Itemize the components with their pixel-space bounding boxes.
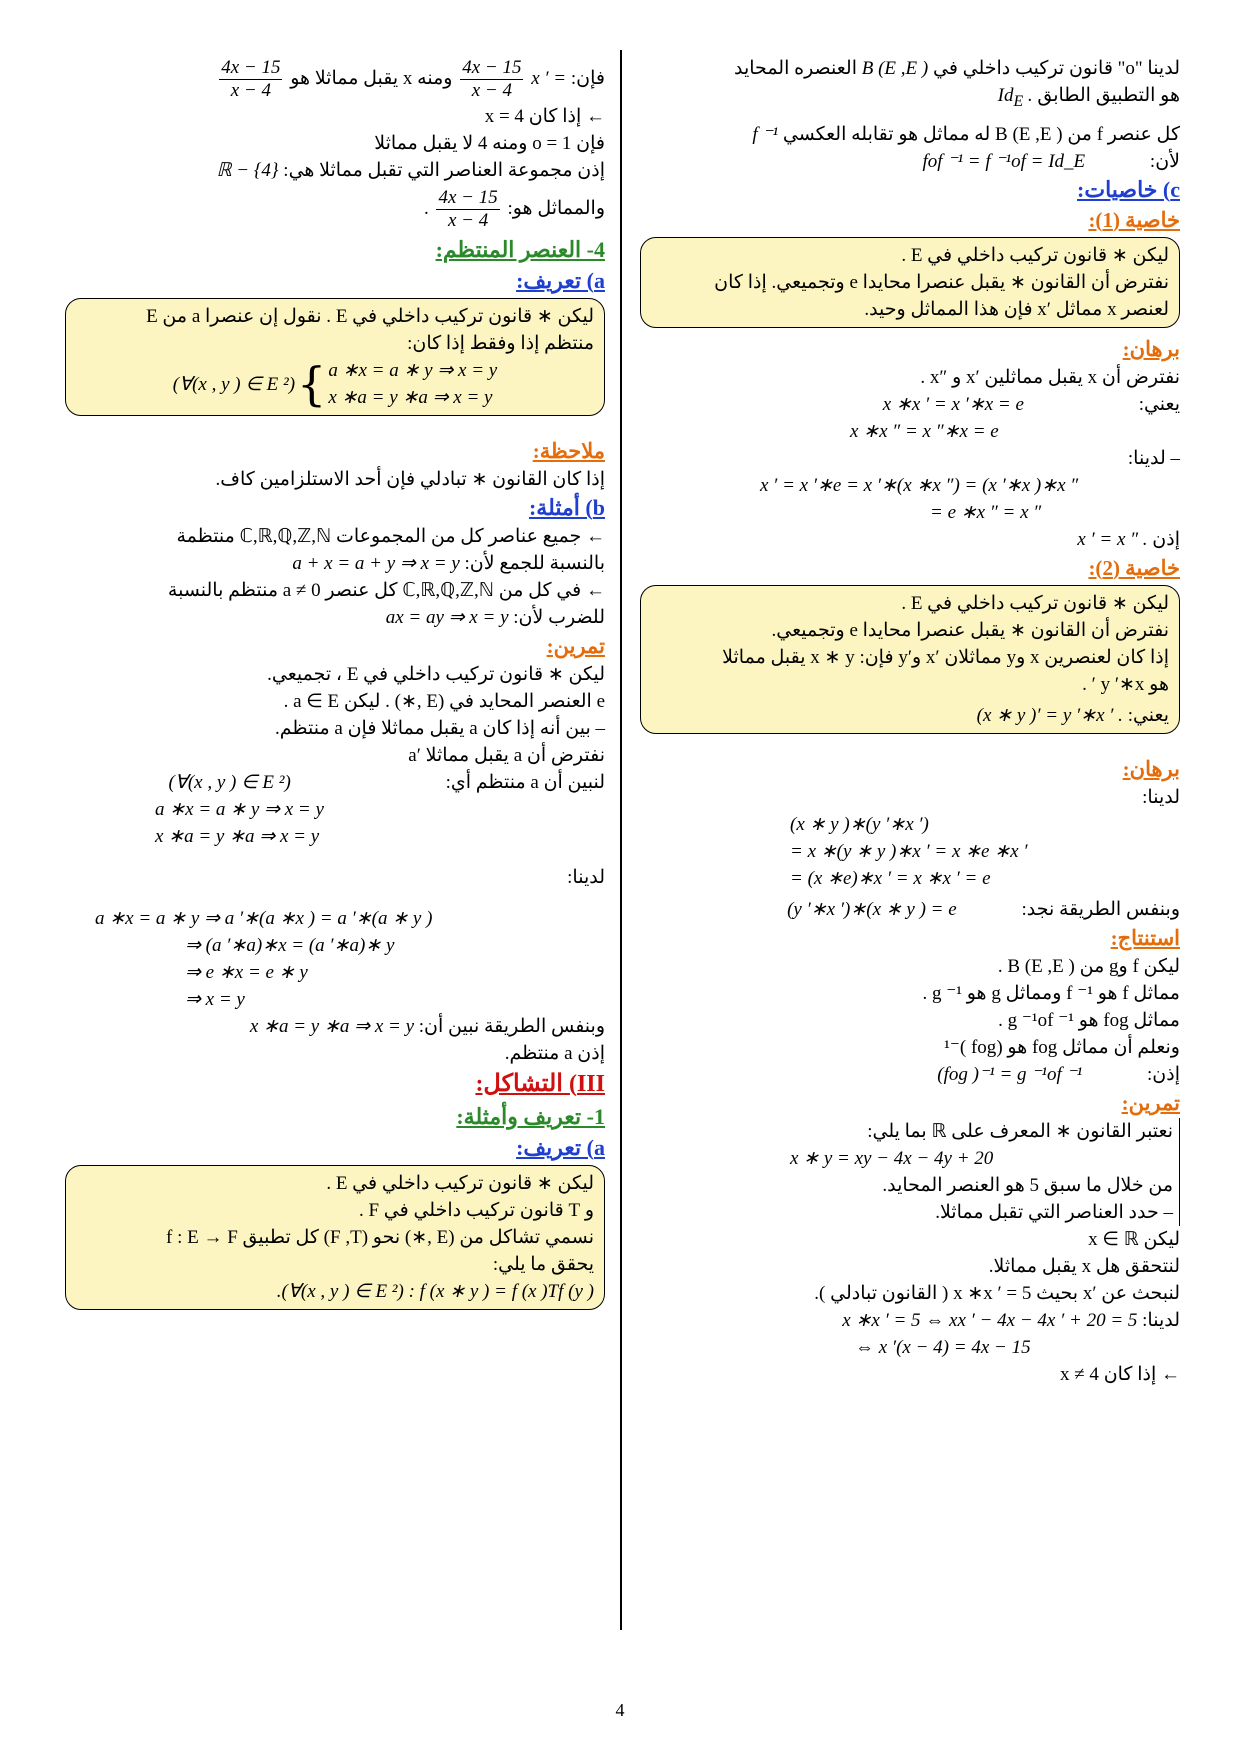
left-line-5: والمماثل هو: $\frac{4x - 15}{x - 4}$ . (423, 187, 605, 232)
section-iii-heading: III) التشاكل: (475, 1071, 605, 1097)
regular-element-definition-box (65, 298, 605, 416)
property-2-line: ليكن ∗ قانون تركيب داخلي في E . (901, 592, 1169, 614)
example-line: للضرب لأن: ax = ay ⇒ x = y (385, 607, 605, 628)
exercise-left-line: لدينا: (567, 867, 605, 888)
intro-line-2: هو التطبيق الطابق $Id_E$ . (997, 85, 1180, 110)
property-2-line: هو y ′∗x ′ . (1082, 673, 1169, 695)
exercise-line: لنتحقق هل x يقبل مماثلا. (988, 1255, 1180, 1277)
exercise-eq: ⇔ x ′(x − 4) = 4x − 15 (855, 1336, 1031, 1358)
left-line-1: فإن: x ′ = $\frac{4x - 15}{x - 4}$ ومنه x يقبل مماثلا هو $\frac{4x - 15}{x - 4}$ (221, 57, 605, 102)
property-2-heading: خاصية (2): (1088, 555, 1180, 580)
exercise-left-eq: a ∗x = a ∗ y ⇒ x = y (155, 799, 324, 820)
exercise-left-line: e العنصر المحايد في (E ,∗) . ليكن a ∈ E . (283, 691, 605, 712)
exercise-left-line: ليكن ∗ قانون تركيب داخلي في E ، تجميعي. (267, 664, 605, 685)
definition-line: ليكن ∗ قانون تركيب داخلي في E . نقول إن عنصرا a من E (146, 306, 594, 327)
exercise-left-eq: ⇒ x = y (185, 989, 245, 1010)
definition-formula: (∀(x , y ) ∈ E ²) { a ∗x = a ∗ y ⇒ x = y x ∗a = y ∗a ⇒ x = y (172, 357, 498, 411)
exercise-left-line: وبنفس الطريقة نبين أن: x ∗a = y ∗a ⇒ x = y (249, 1016, 605, 1037)
exercise-line: ليكن x ∈ ℝ (1088, 1228, 1180, 1250)
section-4-heading: 4- العنصر المنتظم: (435, 237, 605, 262)
examples-b-heading: b) أمثلة: (528, 495, 605, 520)
exercise-line: لدينا: x ∗x ′ = 5 ⇔ xx ′ − 4x − 4x ′ + 20 = 5 (842, 1309, 1180, 1331)
conclusion-line: مماثل fog هو g ⁻¹of ⁻¹ . (998, 1009, 1180, 1031)
intro-line-3: كل عنصر f من B (E ,E ) له مماثل هو تقابله العكسي f ⁻¹ (752, 123, 1180, 145)
homomorphism-formula: .(∀(x , y ) ∈ E ²) : f (x ∗ y ) = f (x )Tf (y ) (276, 1281, 594, 1302)
proof-2-eq-3: = (x ∗e)∗x ′ = x ∗x ′ = e (790, 867, 991, 889)
proof-1-ladayna: – لدينا: (1127, 447, 1180, 469)
note-text: إذا كان القانون ∗ تبادلي فإن أحد الاستلزامين كاف. (215, 469, 605, 490)
exercise-left-eq: ⇒ e ∗x = e ∗ y (185, 962, 308, 983)
exercise-law: x ∗ y = xy − 4x − 4y + 20 (790, 1147, 994, 1169)
homomorphism-definition-box (65, 1165, 605, 1310)
example-line: بالنسبة للجمع لأن: a + x = a + y ⇒ x = y (292, 553, 605, 574)
property-1-box (640, 237, 1180, 328)
exercise-line: من خلال ما سبق 5 هو العنصر المحايد. (882, 1174, 1173, 1196)
homomorphism-line: نسمي تشاكل من (E ,∗) نحو (F ,T) كل تطبيق f : E → F (166, 1227, 594, 1248)
proof-2-ladayna: لدينا: (1142, 786, 1180, 808)
section-1-heading: 1- تعريف وأمثلة: (456, 1104, 605, 1129)
proof-2-eq-2: = x ∗(y ∗ y )∗x ′ = x ∗e ∗x ′ (790, 840, 1028, 862)
exercise-left-line: إذن a منتظم. (504, 1043, 605, 1064)
property-2-line: نفترض أن القانون ∗ يقبل عنصرا محايدا e وتجميعي. (771, 619, 1169, 641)
example-line: ← في كل من ℂ,ℝ,ℚ,ℤ,ℕ كل عنصر a ≠ 0 منتظم بالنسبة (167, 580, 605, 601)
definition-line: منتظم إذا وفقط إذا كان: (407, 333, 594, 354)
conclusion-heading: استنتاج: (1110, 925, 1180, 950)
property-1-line: لعنصر x مماثل ′x فإن هذا المماثل وحيد. (864, 298, 1169, 320)
left-line-4: إذن مجموعة العناصر التي تقبل مماثلا هي: ℝ − {4} (216, 160, 605, 181)
property-1-line: ليكن ∗ قانون تركيب داخلي في E . (901, 244, 1169, 266)
exercise-line: ← إذا كان x ≠ 4 (1060, 1363, 1180, 1385)
exercise-statement (640, 1118, 1180, 1226)
definition-a-heading: a) تعريف: (516, 268, 605, 293)
left-column (65, 55, 605, 1316)
proof-1-eq-2: x ∗x ″ = x ″∗x = e (850, 420, 999, 442)
exercise-line: – حدد العناصر التي تقبل مماثلا. (935, 1201, 1173, 1223)
homomorphism-line: و T قانون تركيب داخلي في F . (358, 1200, 594, 1221)
property-2-box (640, 585, 1180, 734)
fraction: $\frac{4x - 15}{x - 4}$ (221, 57, 281, 102)
homomorphism-line: يحقق ما يلي: (492, 1254, 594, 1275)
property-2-line: إذا كان لعنصرين x وy مماثلان ′x و′y فإن: x ∗ y يقبل مماثلا (722, 646, 1169, 668)
exercise-left-eq: x ∗a = y ∗a ⇒ x = y (155, 826, 320, 847)
proof-2-eq-1: (x ∗ y )∗(y ′∗x ′) (790, 813, 929, 835)
left-line-2: ← إذا كان x = 4 (484, 106, 605, 127)
page-number: 4 (615, 1700, 625, 1720)
homomorphism-line: ليكن ∗ قانون تركيب داخلي في E . (326, 1173, 594, 1194)
exercise-heading: تمرين: (1121, 1090, 1180, 1115)
exercise-heading-left: تمرين: (546, 634, 605, 658)
proof-1-heading: برهان: (1122, 336, 1180, 361)
property-1-heading: خاصية (1): (1088, 207, 1180, 232)
exercise-left-line: لنبين أن a منتظم أي: (∀(x , y ) ∈ E ²) (168, 772, 605, 793)
column-divider (620, 50, 622, 1630)
conclusion-result: إذن: (fog )⁻¹ = g ⁻¹of ⁻¹ (937, 1063, 1180, 1085)
property-2-formula: يعني: (x ∗ y )′ = y ′∗x ′ . (976, 704, 1169, 726)
conclusion-line: ونعلم أن مماثل fog هو (fog )⁻¹ (944, 1036, 1180, 1058)
property-1-line: نفترض أن القانون ∗ يقبل عنصرا محايدا e وتجميعي. إذا كان (714, 271, 1169, 293)
exercise-left-eq: ⇒ (a ′∗a)∗x = (a ′∗a)∗ y (185, 935, 395, 956)
note-heading: ملاحظة: (532, 439, 605, 463)
exercise-line: نعتبر القانون ∗ المعرف على ℝ بما يلي: (867, 1120, 1173, 1142)
exercise-left-line: نفترض أن a يقبل مماثلا ′a (408, 745, 605, 766)
proof-1-line-2: يعني: x ∗x ′ = x ′∗x = e (882, 393, 1180, 415)
conclusion-line: ليكن f وg من B (E ,E ) . (997, 955, 1180, 977)
proof-1-line-1: نفترض أن x يقبل مماثلين ′x و ″x . (920, 366, 1180, 388)
intro-line-4: لأن: fof ⁻¹ = f ⁻¹of = Id_E (922, 150, 1180, 172)
proof-1-result: إذن x ′ = x ″ . (1077, 528, 1180, 550)
conclusion-line: مماثل f هو f ⁻¹ ومماثل g هو g ⁻¹ . (922, 982, 1180, 1004)
proof-2-heading: برهان: (1122, 756, 1180, 781)
proof-1-eq-3: x ′ = x ′∗e = x ′∗(x ∗x ″) = (x ′∗x )∗x ″ (760, 474, 1079, 496)
proof-1-eq-4: = e ∗x ″ = x ″ (930, 501, 1042, 523)
fraction: $\frac{4x - 15}{x - 4}$ (462, 57, 522, 102)
right-column (640, 55, 1180, 1388)
exercise-left-line: – بين أنه إذا كان a يقبل مماثلا فإن a منتظم. (275, 718, 605, 739)
example-line: ← جميع عناصر كل من المجموعات ℂ,ℝ,ℚ,ℤ,ℕ منتظمة (176, 526, 605, 547)
fraction: $\frac{4x - 15}{x - 4}$ (438, 187, 498, 232)
proof-2-same: وبنفس الطريقة نجد: (y ′∗x ′)∗(x ∗ y ) = e (787, 898, 1180, 920)
exercise-left-eq: a ∗x = a ∗ y ⇒ a ′∗(a ∗x ) = a ′∗(a ∗ y ) (95, 908, 433, 929)
section-c-heading: c) خاصيات: (1077, 176, 1180, 202)
left-line-3: فإن o = 1 ومنه 4 لا يقبل مماثلا (374, 133, 605, 154)
intro-line-1: لدينا "o" قانون تركيب داخلي في B (E ,E ) العنصره المحايد (734, 58, 1180, 79)
exercise-line: لنبحث عن ′x بحيث x ∗x ′ = 5 ( القانون تبادلي ). (814, 1282, 1180, 1304)
definition-a2-heading: a) تعريف: (516, 1135, 605, 1160)
